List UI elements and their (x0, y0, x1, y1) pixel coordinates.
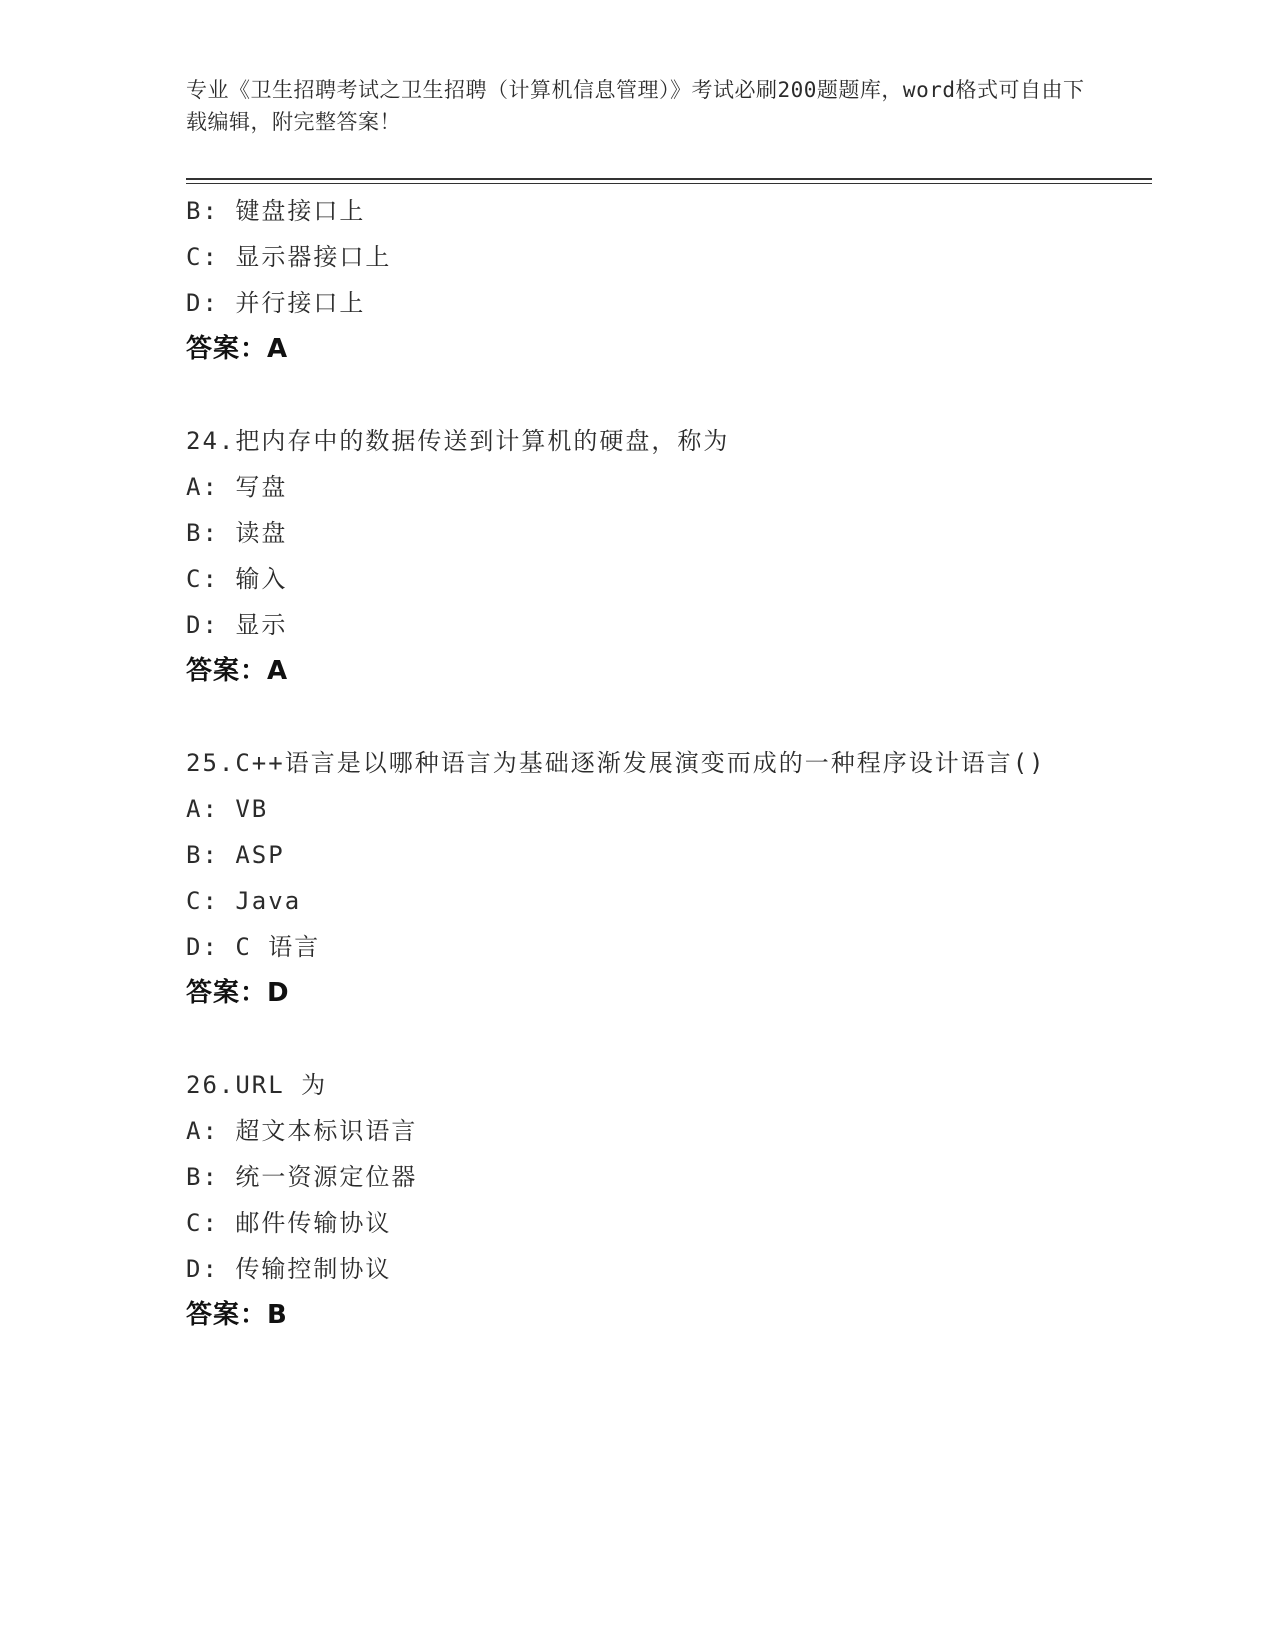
option-d: D: 并行接口上 (186, 289, 366, 317)
document-header: 专业《卫生招聘考试之卫生招聘（计算机信息管理）》考试必刷200题题库，word格式可自由下载编辑，附完整答案！ (186, 78, 1085, 134)
answer-line: 答案：A (186, 656, 289, 686)
option-c: C: 邮件传输协议 (186, 1209, 392, 1237)
question-block (186, 740, 1086, 1016)
option-a: A: 超文本标识语言 (186, 1117, 418, 1145)
option-a: A: VB (186, 795, 269, 823)
answer-line: 答案：D (186, 978, 290, 1008)
block-spacer (186, 372, 1086, 418)
block-spacer (186, 694, 1086, 740)
answer-line: 答案：A (186, 334, 289, 364)
answer-line: 答案：B (186, 1300, 288, 1330)
question-text: 25.C++语言是以哪种语言为基础逐渐发展演变而成的一种程序设计语言() (186, 749, 1046, 777)
option-c: C: 输入 (186, 565, 288, 593)
option-a: A: 写盘 (186, 473, 288, 501)
option-b: B: 统一资源定位器 (186, 1163, 418, 1191)
option-d: D: 传输控制协议 (186, 1255, 392, 1283)
question-text: 26.URL 为 (186, 1071, 328, 1099)
option-b: B: 键盘接口上 (186, 197, 366, 225)
option-b: B: ASP (186, 841, 285, 869)
question-list (186, 188, 1086, 1338)
question-block (186, 188, 1086, 372)
question-block (186, 1062, 1086, 1338)
question-text: 24.把内存中的数据传送到计算机的硬盘，称为 (186, 427, 730, 455)
option-d: D: C 语言 (186, 933, 321, 961)
block-spacer (186, 1016, 1086, 1062)
header-rule-thin (186, 183, 1152, 184)
question-block (186, 418, 1086, 694)
option-d: D: 显示 (186, 611, 288, 639)
option-c: C: 显示器接口上 (186, 243, 392, 271)
header-rule-thick (186, 178, 1152, 180)
option-b: B: 读盘 (186, 519, 288, 547)
option-c: C: Java (186, 887, 302, 915)
